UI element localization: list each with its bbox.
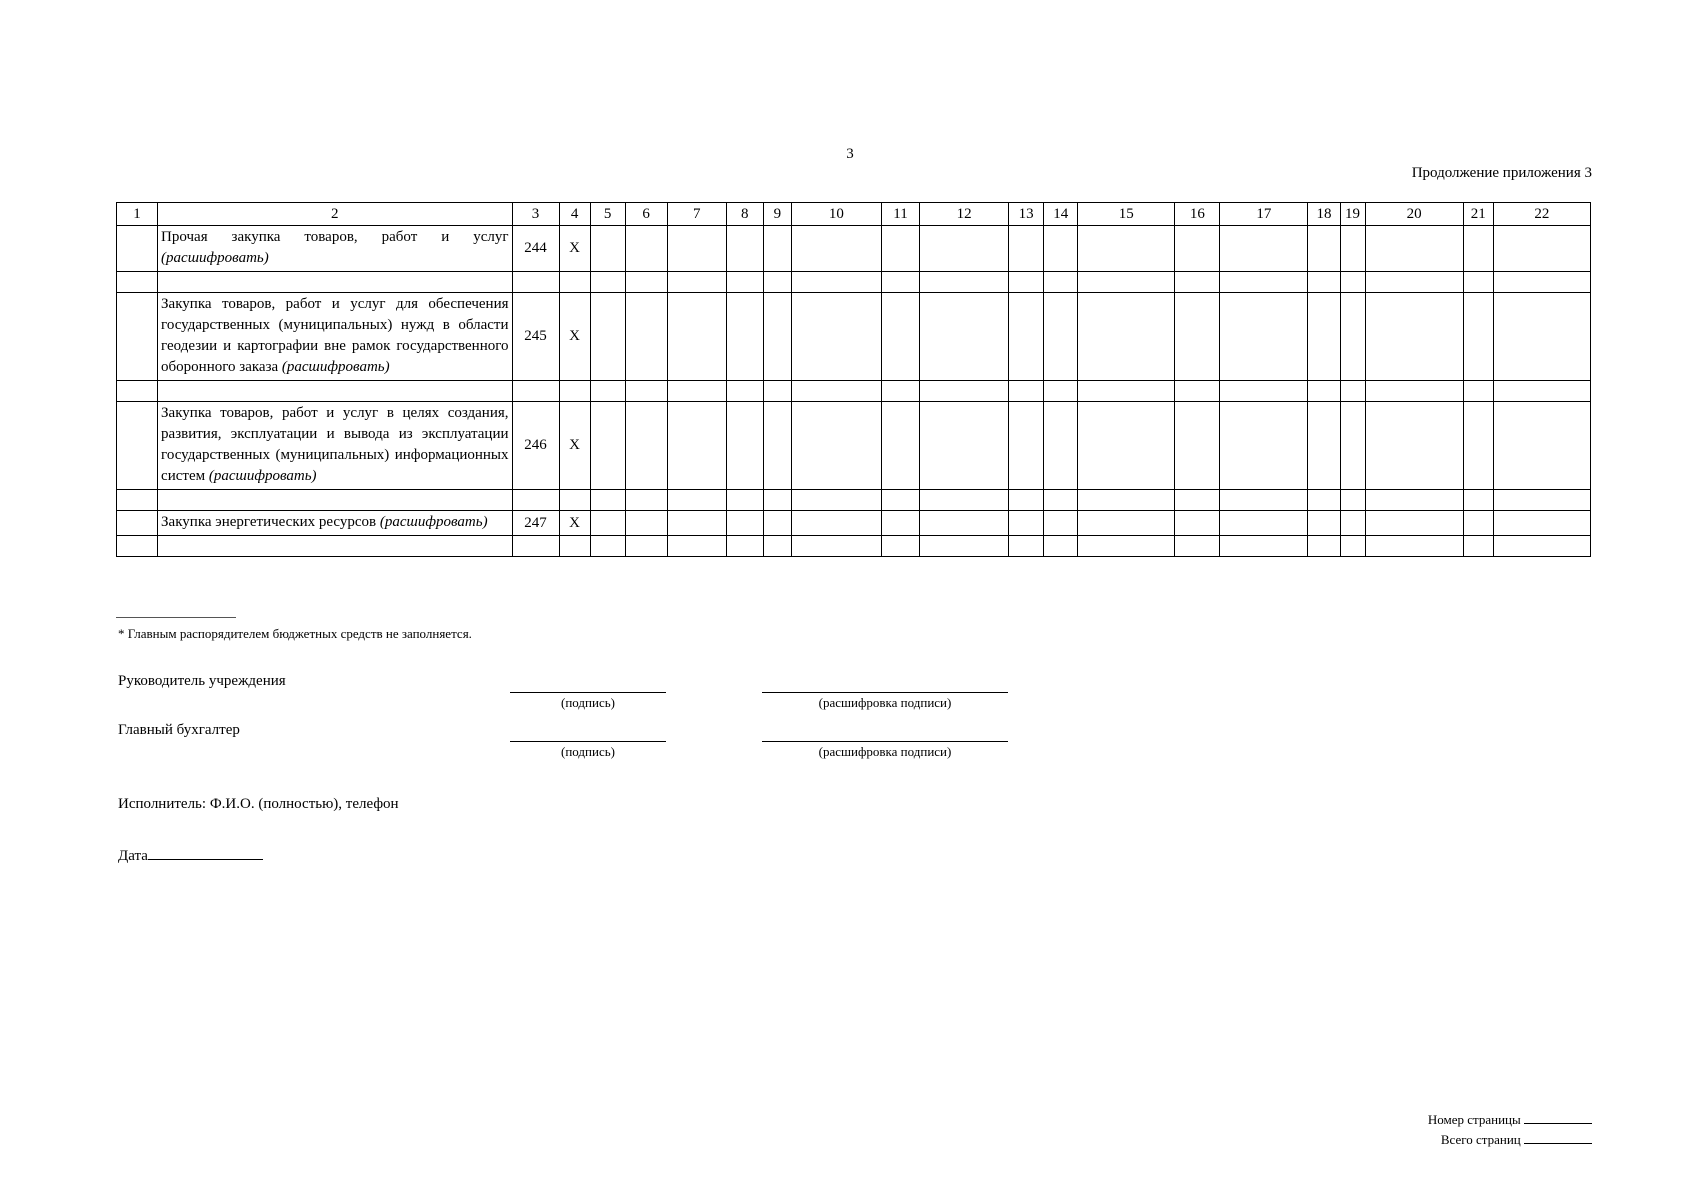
blank-cell[interactable] <box>1078 272 1175 293</box>
table-row <box>117 226 1591 272</box>
head-decode-line[interactable] <box>762 692 1008 693</box>
blank-cell[interactable] <box>667 381 726 402</box>
blank-cell[interactable] <box>1365 381 1463 402</box>
blank-cell[interactable] <box>625 536 667 557</box>
blank-cell[interactable] <box>763 490 791 511</box>
table-body <box>117 203 1591 557</box>
blank-cell[interactable] <box>920 536 1009 557</box>
data-cell[interactable] <box>1340 511 1365 536</box>
head-signature-caption: (подпись) <box>561 695 615 710</box>
blank-cell[interactable] <box>791 490 881 511</box>
data-cell[interactable] <box>1078 511 1175 536</box>
blank-cell[interactable] <box>158 490 512 511</box>
data-cell[interactable] <box>1044 511 1078 536</box>
blank-cell[interactable] <box>881 536 919 557</box>
blank-cell[interactable] <box>158 272 512 293</box>
accountant-decode-caption: (расшифровка подписи) <box>818 744 952 759</box>
blank-cell[interactable] <box>881 381 919 402</box>
blank-cell[interactable] <box>791 381 881 402</box>
header-cell: 6 <box>625 203 667 226</box>
blank-cell[interactable] <box>667 536 726 557</box>
page-number: 3 <box>846 146 854 162</box>
head-decode-caption: (расшифровка подписи) <box>818 695 952 710</box>
blank-cell[interactable] <box>726 272 763 293</box>
row-description-cell <box>158 293 512 381</box>
header-cell: 7 <box>667 203 726 226</box>
header-cell: 12 <box>920 203 1009 226</box>
blank-cell[interactable] <box>117 490 158 511</box>
header-cell: 18 <box>1308 203 1340 226</box>
blank-cell[interactable] <box>920 272 1009 293</box>
data-cell[interactable] <box>881 511 919 536</box>
data-cell[interactable] <box>1078 226 1175 272</box>
blank-cell[interactable] <box>1009 490 1044 511</box>
data-cell[interactable] <box>1365 402 1463 490</box>
header-cell: 17 <box>1220 203 1308 226</box>
blank-cell[interactable] <box>117 536 158 557</box>
data-cell[interactable] <box>1463 511 1493 536</box>
blank-cell[interactable] <box>625 272 667 293</box>
accountant-signature-line[interactable] <box>510 741 666 742</box>
data-cell[interactable] <box>625 226 667 272</box>
data-cell[interactable] <box>1175 293 1220 381</box>
row-number-cell[interactable] <box>117 402 158 490</box>
header-cell: 16 <box>1175 203 1220 226</box>
data-cell[interactable] <box>881 293 919 381</box>
data-cell[interactable] <box>1009 226 1044 272</box>
blank-cell[interactable] <box>117 272 158 293</box>
blank-cell[interactable] <box>1220 490 1308 511</box>
blank-cell[interactable] <box>1044 272 1078 293</box>
header-cell: 20 <box>1365 203 1463 226</box>
blank-cell[interactable] <box>1009 536 1044 557</box>
chief-accountant-label: Главный бухгалтер <box>118 722 240 738</box>
blank-cell[interactable] <box>1009 272 1044 293</box>
data-cell[interactable] <box>726 511 763 536</box>
table-row <box>117 402 1591 490</box>
data-cell[interactable] <box>791 293 881 381</box>
data-cell[interactable] <box>1175 226 1220 272</box>
data-cell[interactable] <box>881 226 919 272</box>
blank-cell[interactable] <box>158 536 512 557</box>
blank-cell[interactable] <box>1365 536 1463 557</box>
total-pages-blank[interactable] <box>1524 1131 1592 1144</box>
row-mark-cell: X <box>559 293 590 381</box>
blank-cell[interactable] <box>590 536 625 557</box>
blank-cell[interactable] <box>791 536 881 557</box>
data-cell[interactable] <box>667 402 726 490</box>
blank-cell[interactable] <box>1078 381 1175 402</box>
data-cell[interactable] <box>1365 226 1463 272</box>
page-number-blank[interactable] <box>1524 1111 1592 1124</box>
data-cell[interactable] <box>791 511 881 536</box>
data-cell[interactable] <box>1175 511 1220 536</box>
blank-cell[interactable] <box>559 272 590 293</box>
blank-cell[interactable] <box>726 490 763 511</box>
row-number-cell[interactable] <box>117 511 158 536</box>
data-cell[interactable] <box>625 402 667 490</box>
row-decode-hint: (расшифровать) <box>208 468 317 484</box>
data-cell[interactable] <box>1493 293 1590 381</box>
blank-cell[interactable] <box>559 490 590 511</box>
blank-cell[interactable] <box>1340 272 1365 293</box>
data-cell[interactable] <box>1340 402 1365 490</box>
blank-row <box>117 381 1591 402</box>
executor-label: Исполнитель: Ф.И.О. (полностью), телефон <box>118 796 399 812</box>
total-pages-field <box>1441 1131 1592 1148</box>
row-mark-cell: X <box>559 402 590 490</box>
blank-row <box>117 490 1591 511</box>
blank-cell[interactable] <box>1044 490 1078 511</box>
header-cell: 8 <box>726 203 763 226</box>
blank-cell[interactable] <box>512 536 559 557</box>
header-cell: 1 <box>117 203 158 226</box>
date-label: Дата <box>118 848 148 864</box>
blank-cell[interactable] <box>559 381 590 402</box>
data-cell[interactable] <box>1463 226 1493 272</box>
blank-cell[interactable] <box>763 536 791 557</box>
blank-cell[interactable] <box>512 272 559 293</box>
blank-cell[interactable] <box>791 272 881 293</box>
header-cell: 4 <box>559 203 590 226</box>
blank-cell[interactable] <box>1463 490 1493 511</box>
data-cell[interactable] <box>920 511 1009 536</box>
blank-cell[interactable] <box>512 381 559 402</box>
data-cell[interactable] <box>1009 402 1044 490</box>
row-description: Закупка товаров, работ и услуг в целях создания, развития, эксплуатации и вывода из эксплуатации государственных (муниципальных) информационных систем <box>161 405 509 484</box>
continuation-label: Продолжение приложения 3 <box>1411 165 1592 181</box>
data-cell[interactable] <box>625 511 667 536</box>
data-cell[interactable] <box>1220 226 1308 272</box>
blank-cell[interactable] <box>1078 536 1175 557</box>
header-cell: 15 <box>1078 203 1175 226</box>
header-cell: 21 <box>1463 203 1493 226</box>
header-cell: 3 <box>512 203 559 226</box>
blank-cell[interactable] <box>1308 381 1340 402</box>
header-cell: 19 <box>1340 203 1365 226</box>
blank-cell[interactable] <box>1340 490 1365 511</box>
data-cell[interactable] <box>590 226 625 272</box>
row-code-cell: 247 <box>512 511 559 536</box>
data-cell[interactable] <box>763 402 791 490</box>
blank-cell[interactable] <box>763 381 791 402</box>
data-cell[interactable] <box>1220 511 1308 536</box>
blank-cell[interactable] <box>1175 272 1220 293</box>
blank-cell[interactable] <box>158 381 512 402</box>
blank-cell[interactable] <box>1220 536 1308 557</box>
data-cell[interactable] <box>763 226 791 272</box>
accountant-signature-caption: (подпись) <box>561 744 615 759</box>
data-cell[interactable] <box>1493 511 1590 536</box>
header-cell: 13 <box>1009 203 1044 226</box>
row-decode-hint: (расшифровать) <box>161 250 269 266</box>
data-cell[interactable] <box>1463 293 1493 381</box>
data-cell[interactable] <box>1493 226 1590 272</box>
data-cell[interactable] <box>667 293 726 381</box>
header-cell: 10 <box>791 203 881 226</box>
blank-cell[interactable] <box>1175 536 1220 557</box>
blank-cell[interactable] <box>667 272 726 293</box>
blank-cell[interactable] <box>726 536 763 557</box>
data-cell[interactable] <box>920 402 1009 490</box>
row-description: Закупка энергетических ресурсов <box>161 514 377 530</box>
blank-cell[interactable] <box>1463 272 1493 293</box>
budget-table <box>116 202 1591 557</box>
data-cell[interactable] <box>590 402 625 490</box>
row-mark-cell: X <box>559 226 590 272</box>
header-cell: 5 <box>590 203 625 226</box>
row-mark-cell: X <box>559 511 590 536</box>
blank-cell[interactable] <box>881 490 919 511</box>
blank-cell[interactable] <box>1493 381 1590 402</box>
blank-cell[interactable] <box>590 490 625 511</box>
data-cell[interactable] <box>763 511 791 536</box>
data-cell[interactable] <box>1308 293 1340 381</box>
data-cell[interactable] <box>1078 402 1175 490</box>
blank-cell[interactable] <box>1044 536 1078 557</box>
blank-cell[interactable] <box>1044 381 1078 402</box>
row-decode-hint: (расшифровать) <box>281 359 390 375</box>
page-number-field <box>1428 1111 1592 1128</box>
blank-cell[interactable] <box>881 272 919 293</box>
row-description: Закупка товаров, работ и услуг для обеспечения государственных (муниципальных) нужд в области геодезии и картографии вне рамок государственного оборонного заказа <box>161 296 509 375</box>
data-cell[interactable] <box>1308 511 1340 536</box>
total-pages-label: Всего страниц <box>1440 1132 1521 1147</box>
row-description: Прочая закупка товаров, работ и услуг <box>161 229 509 245</box>
blank-cell[interactable] <box>117 381 158 402</box>
blank-cell[interactable] <box>590 381 625 402</box>
data-cell[interactable] <box>1365 511 1463 536</box>
data-cell[interactable] <box>881 402 919 490</box>
blank-cell[interactable] <box>1009 381 1044 402</box>
blank-cell[interactable] <box>1308 272 1340 293</box>
row-code-cell: 246 <box>512 402 559 490</box>
data-cell[interactable] <box>1308 226 1340 272</box>
data-cell[interactable] <box>1044 293 1078 381</box>
data-cell[interactable] <box>1365 293 1463 381</box>
data-cell[interactable] <box>791 226 881 272</box>
blank-cell[interactable] <box>1493 536 1590 557</box>
data-cell[interactable] <box>625 293 667 381</box>
blank-cell[interactable] <box>726 381 763 402</box>
blank-cell[interactable] <box>512 490 559 511</box>
blank-cell[interactable] <box>667 490 726 511</box>
row-description-cell <box>158 226 512 272</box>
blank-cell[interactable] <box>1175 381 1220 402</box>
blank-cell[interactable] <box>1365 490 1463 511</box>
header-cell: 11 <box>881 203 919 226</box>
data-cell[interactable] <box>1308 402 1340 490</box>
blank-cell[interactable] <box>1493 490 1590 511</box>
blank-cell[interactable] <box>1220 381 1308 402</box>
data-cell[interactable] <box>590 511 625 536</box>
footnote: * Главным распорядителем бюджетных средств не заполняется. <box>118 626 472 641</box>
blank-cell[interactable] <box>559 536 590 557</box>
blank-cell[interactable] <box>1493 272 1590 293</box>
blank-cell[interactable] <box>1463 536 1493 557</box>
blank-cell[interactable] <box>920 381 1009 402</box>
row-description-cell <box>158 511 512 536</box>
data-cell[interactable] <box>920 226 1009 272</box>
data-cell[interactable] <box>1463 402 1493 490</box>
table-header-row <box>117 203 1591 226</box>
blank-cell[interactable] <box>920 490 1009 511</box>
data-cell[interactable] <box>1493 402 1590 490</box>
blank-cell[interactable] <box>625 381 667 402</box>
head-of-institution-label: Руководитель учреждения <box>118 673 286 689</box>
data-cell[interactable] <box>1009 511 1044 536</box>
header-cell: 14 <box>1044 203 1078 226</box>
data-cell[interactable] <box>590 293 625 381</box>
data-cell[interactable] <box>763 293 791 381</box>
data-cell[interactable] <box>1078 293 1175 381</box>
data-cell[interactable] <box>667 226 726 272</box>
blank-cell[interactable] <box>1340 381 1365 402</box>
blank-cell[interactable] <box>1078 490 1175 511</box>
data-cell[interactable] <box>1220 402 1308 490</box>
head-signature-line[interactable] <box>510 692 666 693</box>
blank-cell[interactable] <box>1175 490 1220 511</box>
row-decode-hint: (расшифровать) <box>379 514 488 530</box>
data-cell[interactable] <box>1220 293 1308 381</box>
date-field <box>118 845 263 865</box>
data-cell[interactable] <box>920 293 1009 381</box>
row-code-cell: 244 <box>512 226 559 272</box>
blank-row <box>117 272 1591 293</box>
blank-cell[interactable] <box>1308 490 1340 511</box>
blank-cell[interactable] <box>763 272 791 293</box>
row-number-cell[interactable] <box>117 226 158 272</box>
data-cell[interactable] <box>726 402 763 490</box>
row-description-cell <box>158 402 512 490</box>
data-cell[interactable] <box>726 226 763 272</box>
page-number-label: Номер страницы <box>1427 1112 1521 1127</box>
data-cell[interactable] <box>791 402 881 490</box>
blank-cell[interactable] <box>1463 381 1493 402</box>
data-cell[interactable] <box>667 511 726 536</box>
accountant-decode-line[interactable] <box>762 741 1008 742</box>
row-code-cell: 245 <box>512 293 559 381</box>
blank-cell[interactable] <box>1308 536 1340 557</box>
data-cell[interactable] <box>1044 226 1078 272</box>
header-cell: 22 <box>1493 203 1590 226</box>
data-cell[interactable] <box>1340 293 1365 381</box>
data-cell[interactable] <box>1044 402 1078 490</box>
blank-cell[interactable] <box>590 272 625 293</box>
blank-cell[interactable] <box>1220 272 1308 293</box>
blank-cell[interactable] <box>1340 536 1365 557</box>
header-cell: 9 <box>763 203 791 226</box>
data-cell[interactable] <box>1175 402 1220 490</box>
header-cell: 2 <box>158 203 512 226</box>
data-cell[interactable] <box>1340 226 1365 272</box>
blank-cell[interactable] <box>625 490 667 511</box>
blank-cell[interactable] <box>1365 272 1463 293</box>
blank-row <box>117 536 1591 557</box>
table-row <box>117 511 1591 536</box>
footnote-divider <box>116 617 236 618</box>
date-blank[interactable] <box>148 845 263 860</box>
row-number-cell[interactable] <box>117 293 158 381</box>
table-row <box>117 293 1591 381</box>
data-cell[interactable] <box>1009 293 1044 381</box>
data-cell[interactable] <box>726 293 763 381</box>
